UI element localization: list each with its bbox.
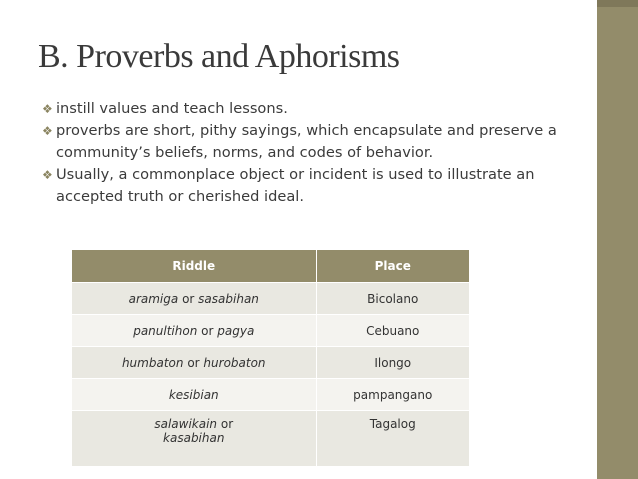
diamond-bullet-icon: ❖ xyxy=(42,124,53,138)
riddle-term: kasabihan xyxy=(163,431,225,445)
decorative-side-bar xyxy=(597,0,638,479)
riddle-term: aramiga xyxy=(128,291,179,306)
table-row xyxy=(72,411,469,467)
place-cell: pampangano xyxy=(316,379,469,411)
riddle-table xyxy=(72,250,469,466)
bullet-text: Usually, a commonplace object or incident is used to illustrate an accepted truth or cherished ideal. xyxy=(56,166,535,205)
bullet-item xyxy=(42,120,587,164)
riddle-joiner: or xyxy=(201,323,214,338)
riddle-joiner: or xyxy=(220,417,234,431)
riddle-term: sasabihan xyxy=(198,291,259,306)
diamond-bullet-icon: ❖ xyxy=(42,168,53,182)
decorative-side-bar-top xyxy=(597,0,638,7)
riddle-cell xyxy=(72,283,316,315)
bullet-text: proverbs are short, pithy sayings, which encapsulate and preserve a community’s beliefs, norms, and codes of behavior. xyxy=(56,122,557,161)
table-row xyxy=(72,379,469,411)
riddle-joiner: or xyxy=(182,291,195,306)
riddle-cell xyxy=(72,315,316,347)
header-riddle: Riddle xyxy=(72,250,316,283)
riddle-term: hurobaton xyxy=(203,355,266,370)
slide-title: B. Proverbs and Aphorisms xyxy=(38,38,400,75)
riddle-term: pagya xyxy=(217,323,255,338)
place-cell: Ilongo xyxy=(316,347,469,379)
riddle-term: kesibian xyxy=(168,387,219,402)
riddle-term: salawikain xyxy=(154,417,218,431)
riddle-joiner: or xyxy=(187,355,200,370)
place-cell: Bicolano xyxy=(316,283,469,315)
header-place: Place xyxy=(316,250,469,283)
bullet-text: instill values and teach lessons. xyxy=(56,100,288,117)
riddle-cell xyxy=(72,379,316,411)
riddle-cell xyxy=(72,347,316,379)
table-row xyxy=(72,347,469,379)
riddle-term: humbaton xyxy=(121,355,184,370)
diamond-bullet-icon: ❖ xyxy=(42,102,53,116)
table-header-row xyxy=(72,250,469,283)
place-cell: Tagalog xyxy=(316,411,469,467)
table-row xyxy=(72,315,469,347)
riddle-term: panultihon xyxy=(133,323,198,338)
table-row xyxy=(72,283,469,315)
place-cell: Cebuano xyxy=(316,315,469,347)
riddle-cell xyxy=(72,411,316,467)
bullet-item xyxy=(42,164,587,208)
bullet-item xyxy=(42,98,587,120)
bullet-list xyxy=(42,98,587,208)
